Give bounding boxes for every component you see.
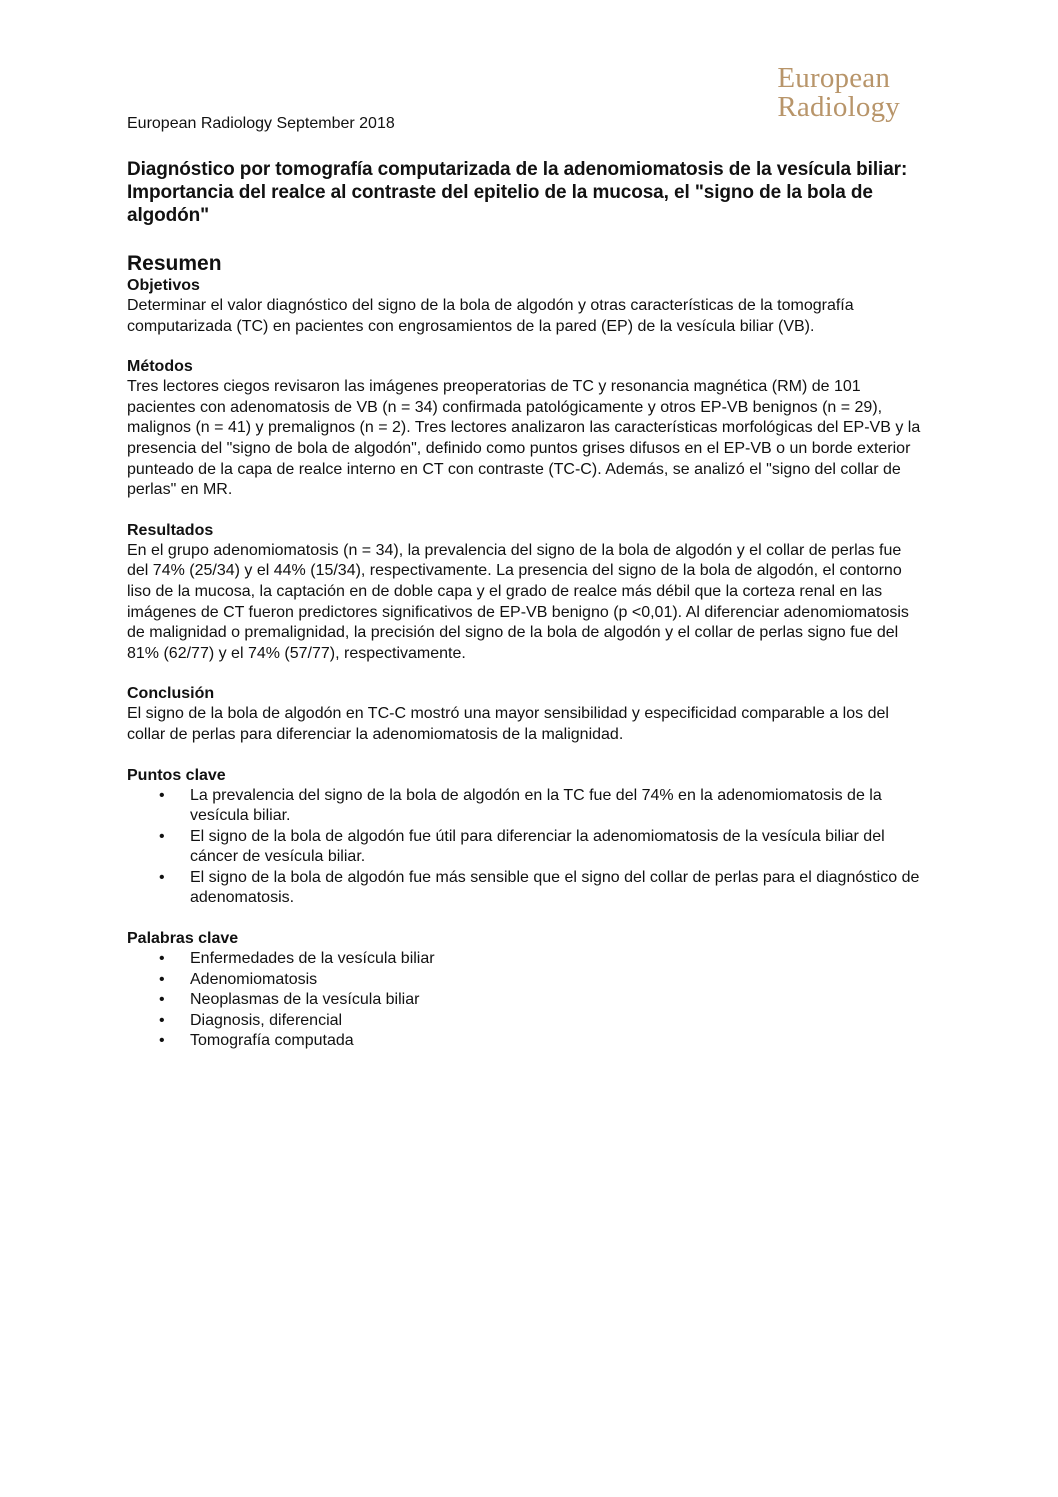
resultados-heading: Resultados xyxy=(127,521,214,539)
list-item-text: Tomografía computada xyxy=(190,1032,354,1050)
article-body xyxy=(127,158,927,1052)
list-item-text: El signo de la bola de algodón fue más sensible que el signo del collar de perlas para el diagnóstico de adenomatosis. xyxy=(190,868,920,907)
list-item-text: Adenomiomatosis xyxy=(190,970,318,988)
list-item xyxy=(127,868,927,909)
list-item xyxy=(127,1011,927,1032)
list-item-text: El signo de la bola de algodón fue útil para diferenciar la adenomiomatosis de la vesícula biliar del cáncer de vesícula biliar. xyxy=(190,827,885,866)
bullet-icon: • xyxy=(159,970,165,988)
objetivos-heading: Objetivos xyxy=(127,277,200,294)
logo-line-2: Radiology xyxy=(777,91,900,123)
list-item-text: Enfermedades de la vesícula biliar xyxy=(190,950,435,968)
bullet-icon: • xyxy=(159,1032,165,1050)
puntos-clave-section xyxy=(127,766,927,910)
resultados-text: En el grupo adenomiomatosis (n = 34), la prevalencia del signo de la bola de algodón y el collar de perlas fue del 74% (25/34) y el 44% (15/34), respectivamente. La presencia del signo de la bola de algodón, el contorno liso de la mucosa, la captación en de doble capa y el grado de realce más débil que la corteza renal en las imágenes de CT fueron predictores significativos de EP-VB benigno (p <0,01). Al diferenciar adenomiomatosis de malignidad o premalignidad, la precisión del signo de la bola de algodón y el collar de perlas signo fue del 81% (62/77) y el 74% (57/77), respectivamente. xyxy=(127,541,909,662)
objetivos-section xyxy=(127,276,927,337)
bullet-icon: • xyxy=(159,827,165,845)
palabras-clave-list xyxy=(127,949,927,1052)
metodos-text: Tres lectores ciegos revisaron las imágenes preoperatorias de TC y resonancia magnética (RM) de 101 pacientes con adenomatosis de VB (n = 34) confirmada patológicamente y otros EP-VB benignos (n = 29), malignos (n = 41) y premalignos (n = 2). Tres lectores analizaron las características morfológicas del EP-VB y la presencia del "signo de bola de algodón", definido como puntos grises difusos en el EP-VB o un borde exterior punteado de la capa de realce interno en CT con contraste (TC-C). Además, se analizó el "signo del collar de perlas" en MR. xyxy=(127,378,921,499)
metodos-section xyxy=(127,357,927,501)
conclusion-text: El signo de la bola de algodón en TC-C mostró una mayor sensibilidad y especificidad comparable a los del collar de perlas para diferenciar la adenomiomatosis de la malignidad. xyxy=(127,705,889,743)
list-item-text: Diagnosis, diferencial xyxy=(190,1011,343,1029)
list-item xyxy=(127,786,927,827)
list-item xyxy=(127,990,927,1011)
article-title: Diagnóstico por tomografía computarizada de la adenomiomatosis de la vesícula biliar: Importancia del realce al contraste del epitelio de la mucosa, el "signo de la bola de algodón" xyxy=(127,159,908,226)
bullet-icon: • xyxy=(159,868,165,886)
bullet-icon: • xyxy=(159,1011,165,1029)
list-item xyxy=(127,970,927,991)
puntos-clave-list xyxy=(127,786,927,910)
list-item-text: Neoplasmas de la vesícula biliar xyxy=(190,991,420,1009)
resumen-heading: Resumen xyxy=(127,252,222,275)
metodos-heading: Métodos xyxy=(127,358,193,376)
logo-line-1: European xyxy=(777,62,891,94)
bullet-icon: • xyxy=(159,991,165,1009)
journal-citation: European Radiology September 2018 xyxy=(127,115,395,132)
conclusion-heading: Conclusión xyxy=(127,685,215,703)
objetivos-text: Determinar el valor diagnóstico del signo de la bola de algodón y otras características de la tomografía computarizada (TC) en pacientes con engrosamientos de la pared (EP) de la vesícula biliar (VB). xyxy=(127,297,854,335)
puntos-clave-heading: Puntos clave xyxy=(127,766,226,784)
bullet-icon: • xyxy=(159,950,165,968)
list-item xyxy=(127,949,927,970)
conclusion-section xyxy=(127,684,927,745)
list-item-text: La prevalencia del signo de la bola de algodón en la TC fue del 74% en la adenomiomatosis de la vesícula biliar. xyxy=(190,786,882,825)
palabras-clave-section xyxy=(127,929,927,1052)
list-item xyxy=(127,827,927,868)
journal-logo xyxy=(777,64,900,122)
resultados-section xyxy=(127,521,927,665)
list-item xyxy=(127,1031,927,1052)
palabras-clave-heading: Palabras clave xyxy=(127,930,239,948)
bullet-icon: • xyxy=(159,786,165,804)
